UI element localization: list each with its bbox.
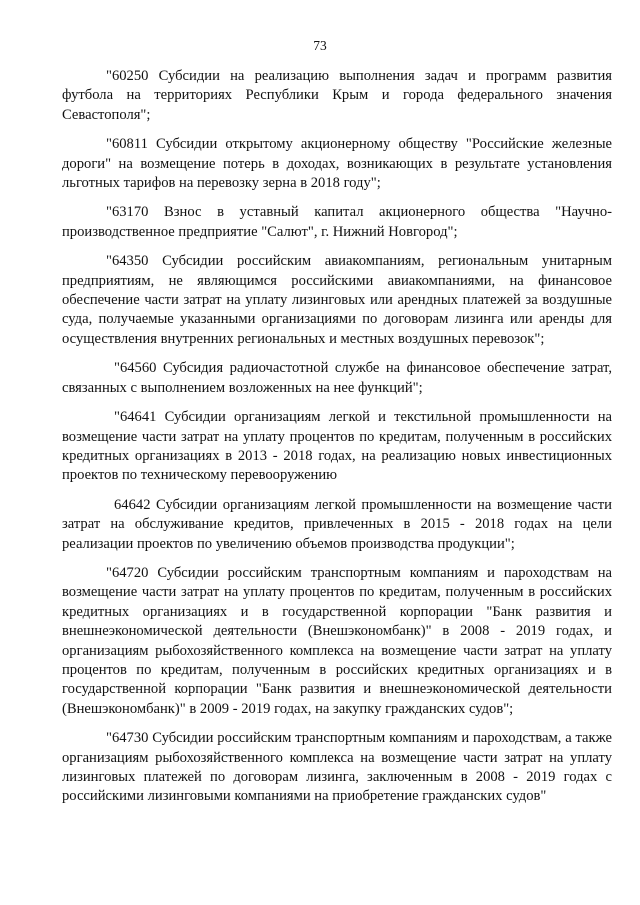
paragraph-60811: "60811 Субсидии открытому акционерному обществу "Российские железные дороги" на возмещение потерь в доходах, возникающих в результате установления льготных тарифов на перевозку зерна в 2018 году"; [62,136,612,192]
paragraph-60250: "60250 Субсидии на реализацию выполнения задач и программ развития футбола на территориях Республики Крым и города федерального значения Севастополя"; [62,68,612,123]
paragraph-64350: "64350 Субсидии российским авиакомпаниям, региональным унитарным предприятиям, не являющимся российскими авиакомпаниями, на финансовое обеспечение части затрат на уплату лизинговых или арендных платежей за воздушные суда, получаемые указанными организациями по договорам лизинга или аренды для осуществления внутренних региональных и местных воздушных перевозок"; [62,253,612,347]
paragraph-64560: "64560 Субсидия радиочастотной службе на финансовое обеспечение затрат, связанных с выполнением возложенных на нее функций"; [62,360,612,396]
paragraph-63170: "63170 Взнос в уставный капитал акционерного общества "Научно-производственное предприятие "Салют", г. Нижний Новгород"; [62,204,612,240]
document-body [62,67,612,817]
page-number: 73 [313,38,327,53]
paragraph-64720: "64720 Субсидии российским транспортным компаниям и пароходствам на возмещение части затрат на уплату процентов по кредитам, полученным в российских кредитных организациях и в государственной корпорации "Банк развития и внешнеэкономической деятельности (Внешэкономбанк)" в 2008 - 2019 годах, и организациям рыбохозяйственного комплекса на возмещение части затрат на уплату процентов по кредитам, полученным в российских кредитных организациях и в государственной корпорации "Банк развития и внешнеэкономической деятельности (Внешэкономбанк)" в 2009 - 2019 годах, на закупку гражданских судов"; [62,564,612,717]
paragraph-64730: "64730 Субсидии российским транспортным компаниям и пароходствам, а также организациям рыбохозяйственного комплекса на возмещение части затрат на уплату лизинговых платежей по договорам лизинга, заключенным в 2008 - 2019 годах с российскими лизинговыми компаниями на приобретение гражданских судов" [62,730,612,805]
paragraph-64642: 64642 Субсидии организациям легкой промышленности на возмещение части затрат на обслуживание кредитов, привлеченных в 2015 - 2018 годах на цели реализации проектов по увеличению объемов производства продукции"; [62,496,612,552]
paragraph-64641: "64641 Субсидии организациям легкой и текстильной промышленности на возмещение части затрат на уплату процентов по кредитам, полученным в российских кредитных организациях в 2013 - 2018 годах, на реализацию новых инвестиционных проектов по техническому перевооружению [62,409,612,484]
